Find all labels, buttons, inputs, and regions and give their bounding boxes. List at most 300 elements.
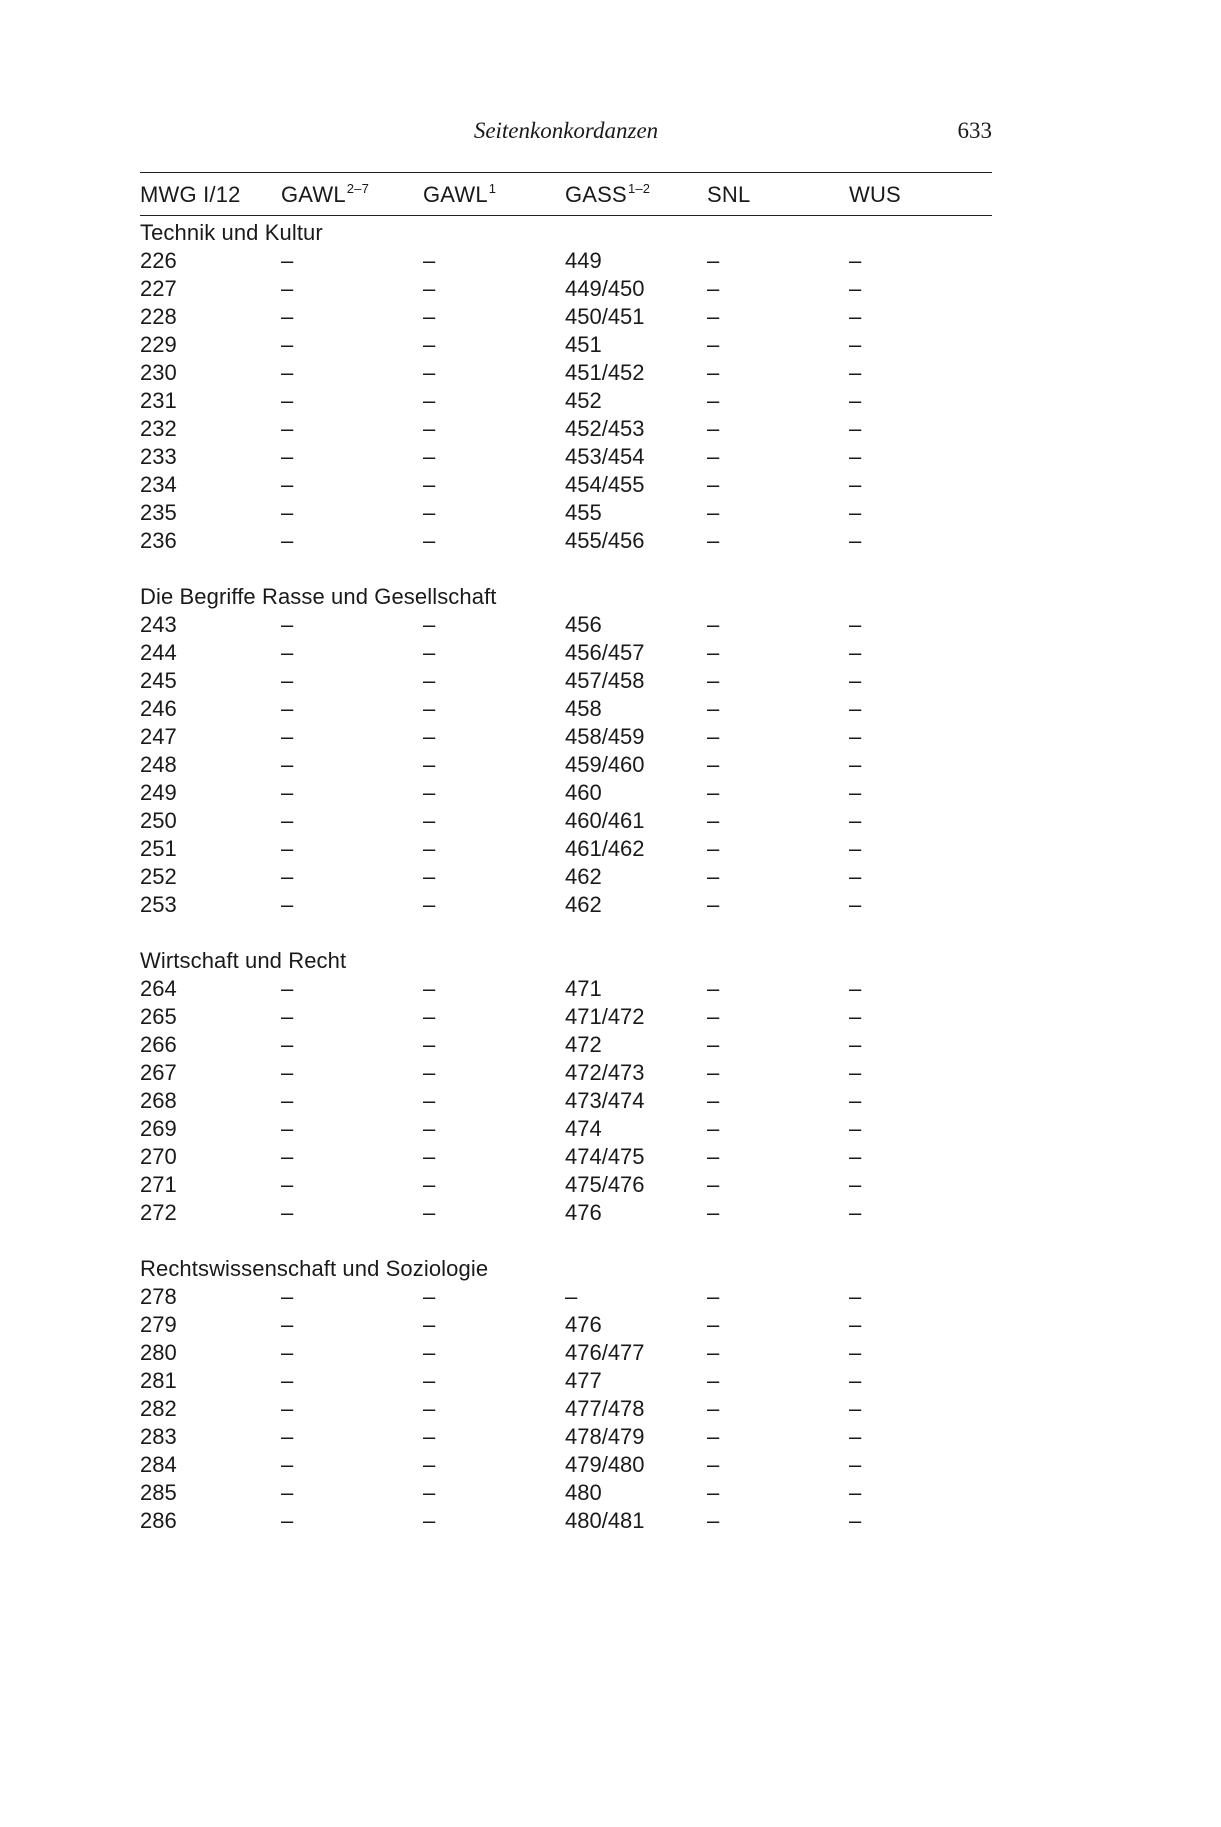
table-cell: – — [281, 612, 294, 637]
table-cell: 270 — [140, 1144, 177, 1169]
table-cell: – — [281, 416, 294, 441]
table-cell: – — [707, 640, 720, 665]
table-cell: – — [423, 808, 436, 833]
table-cell: 474/475 — [565, 1144, 645, 1169]
table-cell: – — [281, 528, 294, 553]
table-cell: 245 — [140, 668, 177, 693]
table-cell: 235 — [140, 500, 177, 525]
running-title: Seitenkonkordanzen — [473, 118, 659, 143]
table-row — [140, 1087, 992, 1115]
table-cell: – — [423, 528, 436, 553]
table-cell: – — [707, 388, 720, 413]
table-cell: – — [849, 752, 862, 777]
table-cell: – — [849, 612, 862, 637]
table-row — [140, 387, 992, 415]
table-cell: – — [423, 640, 436, 665]
table-cell: – — [849, 304, 862, 329]
table-row — [140, 1143, 992, 1171]
table-cell: 462 — [565, 892, 602, 917]
table-cell: 471/472 — [565, 1004, 645, 1029]
table-cell: 227 — [140, 276, 177, 301]
table-cell: – — [423, 1060, 436, 1085]
table-row — [140, 639, 992, 667]
table-cell: 229 — [140, 332, 177, 357]
table-cell: – — [707, 444, 720, 469]
table-cell: 480/481 — [565, 1508, 645, 1533]
table-cell: – — [849, 1088, 862, 1113]
table-cell: 281 — [140, 1368, 177, 1393]
column-header: GAWL$^1$ — [423, 180, 497, 207]
column-header: GAWL$^{2-7}$ — [281, 180, 370, 207]
table-cell: – — [281, 1144, 294, 1169]
table-cell: – — [281, 500, 294, 525]
table-cell: – — [707, 416, 720, 441]
table-section — [140, 947, 992, 1227]
table-cell: 267 — [140, 1060, 177, 1085]
table-cell: 472/473 — [565, 1060, 645, 1085]
table-cell: 226 — [140, 248, 177, 273]
table-cell: – — [707, 668, 720, 693]
table-cell: 457/458 — [565, 668, 645, 693]
table-cell: – — [849, 1032, 862, 1057]
table-cell: 271 — [140, 1172, 177, 1197]
table-cell: 234 — [140, 472, 177, 497]
table-cell: – — [423, 1116, 436, 1141]
table-cell: 473/474 — [565, 1088, 645, 1113]
table-cell: – — [849, 808, 862, 833]
table-cell: – — [849, 1172, 862, 1197]
table-cell: 272 — [140, 1200, 177, 1225]
table-cell: – — [423, 864, 436, 889]
table-cell: – — [849, 388, 862, 413]
table-body — [140, 219, 992, 1535]
table-cell: 279 — [140, 1312, 177, 1337]
table-cell: – — [423, 1004, 436, 1029]
table-cell: 251 — [140, 836, 177, 861]
table-cell: – — [849, 332, 862, 357]
table-cell: – — [849, 1284, 862, 1309]
table-cell: 455 — [565, 500, 602, 525]
table-cell: – — [849, 1004, 862, 1029]
table-cell: – — [423, 1396, 436, 1421]
table-row — [140, 1003, 992, 1031]
table-cell: – — [423, 668, 436, 693]
table-row — [140, 1339, 992, 1367]
table-cell: – — [281, 808, 294, 833]
table-row — [140, 779, 992, 807]
table-cell: – — [281, 332, 294, 357]
table-cell: 449/450 — [565, 276, 645, 301]
table-cell: – — [707, 1088, 720, 1113]
table-cell: – — [707, 1200, 720, 1225]
table-cell: – — [281, 976, 294, 1001]
table-cell: – — [849, 976, 862, 1001]
table-row — [140, 1311, 992, 1339]
table-row — [140, 1171, 992, 1199]
table-cell: – — [423, 360, 436, 385]
table-cell: – — [281, 724, 294, 749]
table-row — [140, 1451, 992, 1479]
table-cell: – — [707, 808, 720, 833]
table-cell: – — [281, 444, 294, 469]
table-cell: 265 — [140, 1004, 177, 1029]
table-row — [140, 1423, 992, 1451]
table-cell: – — [281, 1032, 294, 1057]
table-cell: – — [423, 332, 436, 357]
table-cell: 472 — [565, 1032, 602, 1057]
table-cell: – — [707, 1368, 720, 1393]
table-row — [140, 695, 992, 723]
table-row — [140, 247, 992, 275]
table-cell: – — [849, 1452, 862, 1477]
table-cell: – — [707, 976, 720, 1001]
table-cell: – — [423, 248, 436, 273]
table-cell: – — [849, 724, 862, 749]
table-cell: – — [281, 892, 294, 917]
table-cell: – — [281, 696, 294, 721]
table-cell: 476/477 — [565, 1340, 645, 1365]
table-cell: – — [423, 976, 436, 1001]
table-cell: 454/455 — [565, 472, 645, 497]
table-row — [140, 443, 992, 471]
table-cell: – — [849, 416, 862, 441]
table-cell: – — [707, 836, 720, 861]
table-cell: – — [707, 1032, 720, 1057]
table-cell: – — [423, 1088, 436, 1113]
table-cell: 479/480 — [565, 1452, 645, 1477]
table-cell: – — [707, 612, 720, 637]
table-cell: 243 — [140, 612, 177, 637]
table-cell: – — [707, 1396, 720, 1421]
table-cell: – — [849, 1144, 862, 1169]
table-cell: – — [849, 668, 862, 693]
table-row — [140, 667, 992, 695]
concordance-table — [140, 172, 992, 1535]
table-cell: – — [281, 1452, 294, 1477]
table-cell: – — [849, 1312, 862, 1337]
table-row — [140, 1115, 992, 1143]
table-cell: – — [281, 1340, 294, 1365]
section-title: Rechtswissenschaft und Soziologie — [140, 1256, 489, 1281]
table-cell: 477/478 — [565, 1396, 645, 1421]
section-title: Wirtschaft und Recht — [140, 948, 347, 973]
table-cell: – — [423, 500, 436, 525]
table-cell: – — [423, 1144, 436, 1169]
table-cell: 252 — [140, 864, 177, 889]
table-cell: – — [281, 1284, 294, 1309]
table-cell: 283 — [140, 1424, 177, 1449]
table-cell: 458/459 — [565, 724, 645, 749]
table-cell: – — [423, 304, 436, 329]
table-row — [140, 1031, 992, 1059]
table-cell: – — [423, 892, 436, 917]
table-cell: – — [707, 696, 720, 721]
table-cell: – — [849, 276, 862, 301]
table-cell: 471 — [565, 976, 602, 1001]
table-cell: 253 — [140, 892, 177, 917]
table-cell: – — [423, 780, 436, 805]
table-cell: – — [707, 472, 720, 497]
table-cell: – — [849, 1424, 862, 1449]
table-cell: 228 — [140, 304, 177, 329]
table-cell: – — [849, 1200, 862, 1225]
table-cell: – — [423, 1452, 436, 1477]
table-cell: 460 — [565, 780, 602, 805]
table-cell: – — [281, 1172, 294, 1197]
table-row — [140, 1059, 992, 1087]
table-row — [140, 359, 992, 387]
table-cell: – — [849, 696, 862, 721]
table-cell: 236 — [140, 528, 177, 553]
table-cell: – — [849, 1340, 862, 1365]
table-row — [140, 275, 992, 303]
table-cell: 286 — [140, 1508, 177, 1533]
table-row — [140, 835, 992, 863]
table-cell: – — [281, 752, 294, 777]
table-cell: 480 — [565, 1480, 602, 1505]
table-cell: – — [281, 780, 294, 805]
table-row — [140, 1283, 992, 1311]
running-head — [140, 118, 992, 152]
table-cell: – — [281, 1060, 294, 1085]
table-cell: – — [707, 528, 720, 553]
table-cell: – — [707, 1312, 720, 1337]
table-cell: – — [849, 360, 862, 385]
table-cell: 250 — [140, 808, 177, 833]
table-cell: – — [849, 248, 862, 273]
table-cell: 453/454 — [565, 444, 645, 469]
table-cell: – — [281, 1088, 294, 1113]
table-section — [140, 1255, 992, 1535]
table-cell: 450/451 — [565, 304, 645, 329]
table-cell: – — [423, 612, 436, 637]
table-row — [140, 723, 992, 751]
table-row — [140, 863, 992, 891]
table-cell: – — [281, 248, 294, 273]
table-cell: 233 — [140, 444, 177, 469]
table-cell: – — [423, 1172, 436, 1197]
table-cell: – — [423, 472, 436, 497]
table-row — [140, 611, 992, 639]
table-cell: – — [423, 1368, 436, 1393]
table-cell: – — [707, 1424, 720, 1449]
table-cell: – — [423, 1508, 436, 1533]
table-cell: – — [281, 836, 294, 861]
table-cell: 455/456 — [565, 528, 645, 553]
table-cell: – — [423, 444, 436, 469]
table-cell: – — [423, 416, 436, 441]
table-row — [140, 1479, 992, 1507]
table-cell: – — [707, 892, 720, 917]
table-row — [140, 499, 992, 527]
table-cell: – — [707, 1144, 720, 1169]
table-cell: 461/462 — [565, 836, 645, 861]
table-cell: 449 — [565, 248, 602, 273]
table-cell: 266 — [140, 1032, 177, 1057]
table-cell: 247 — [140, 724, 177, 749]
table-cell: – — [281, 1312, 294, 1337]
table-cell: 477 — [565, 1368, 602, 1393]
table-cell: – — [423, 1032, 436, 1057]
table-cell: – — [707, 1284, 720, 1309]
table-cell: – — [423, 836, 436, 861]
table-cell: 476 — [565, 1200, 602, 1225]
column-header: SNL — [707, 181, 751, 207]
table-cell: – — [423, 724, 436, 749]
table-cell: – — [707, 864, 720, 889]
table-section — [140, 583, 992, 919]
table-cell: – — [423, 1284, 436, 1309]
table-cell: 284 — [140, 1452, 177, 1477]
table-cell: – — [281, 1368, 294, 1393]
table-row — [140, 331, 992, 359]
table-cell: – — [707, 724, 720, 749]
table-cell: – — [281, 668, 294, 693]
table-cell: – — [707, 1004, 720, 1029]
table-cell: – — [281, 1200, 294, 1225]
table-cell: 451 — [565, 332, 602, 357]
table-cell: – — [707, 304, 720, 329]
table-row — [140, 807, 992, 835]
table-cell: 452/453 — [565, 416, 645, 441]
table-cell: – — [849, 528, 862, 553]
page-number: 633 — [957, 118, 992, 143]
table-cell: 278 — [140, 1284, 177, 1309]
table-cell: – — [849, 892, 862, 917]
table-cell: – — [423, 276, 436, 301]
table-cell: – — [707, 752, 720, 777]
table-cell: – — [707, 332, 720, 357]
table-row — [140, 891, 992, 919]
table-cell: 459/460 — [565, 752, 645, 777]
table-cell: – — [707, 780, 720, 805]
table-cell: – — [849, 836, 862, 861]
table-cell: – — [707, 1116, 720, 1141]
table-cell: 456 — [565, 612, 602, 637]
table-cell: – — [707, 1060, 720, 1085]
table-cell: – — [707, 360, 720, 385]
table-cell: – — [849, 1480, 862, 1505]
table-cell: 282 — [140, 1396, 177, 1421]
table-cell: 462 — [565, 864, 602, 889]
table-cell: – — [281, 304, 294, 329]
table-cell: 264 — [140, 976, 177, 1001]
table-cell: – — [423, 696, 436, 721]
table-cell: – — [565, 1284, 578, 1309]
table-cell: 456/457 — [565, 640, 645, 665]
table-cell: – — [281, 388, 294, 413]
table-cell: – — [423, 1340, 436, 1365]
table-cell: 460/461 — [565, 808, 645, 833]
table-cell: 268 — [140, 1088, 177, 1113]
table-cell: 244 — [140, 640, 177, 665]
section-title: Technik und Kultur — [140, 220, 323, 245]
table-cell: – — [281, 1116, 294, 1141]
table-cell: 451/452 — [565, 360, 645, 385]
table-cell: – — [423, 1424, 436, 1449]
table-row — [140, 1367, 992, 1395]
table-cell: – — [849, 1368, 862, 1393]
table-cell: – — [707, 500, 720, 525]
table-cell: 246 — [140, 696, 177, 721]
table-cell: – — [849, 1396, 862, 1421]
column-header: WUS — [849, 181, 901, 207]
table-cell: 231 — [140, 388, 177, 413]
table-cell: 269 — [140, 1116, 177, 1141]
column-header: GASS$^{1-2}$ — [565, 180, 651, 207]
table-cell: – — [849, 1508, 862, 1533]
table-cell: – — [423, 1312, 436, 1337]
table-cell: – — [707, 248, 720, 273]
table-cell: 475/476 — [565, 1172, 645, 1197]
table-cell: – — [849, 500, 862, 525]
table-cell: – — [849, 640, 862, 665]
table-cell: – — [281, 472, 294, 497]
table-cell: – — [281, 1004, 294, 1029]
table-cell: 232 — [140, 416, 177, 441]
table-cell: – — [423, 1200, 436, 1225]
table-cell: – — [707, 1480, 720, 1505]
table-cell: – — [423, 1480, 436, 1505]
table-cell: – — [707, 276, 720, 301]
table-row — [140, 471, 992, 499]
table-cell: – — [849, 1060, 862, 1085]
table-cell: 285 — [140, 1480, 177, 1505]
table-cell: – — [281, 1508, 294, 1533]
table-row — [140, 751, 992, 779]
table-cell: – — [707, 1452, 720, 1477]
table-cell: – — [423, 388, 436, 413]
table-cell: – — [281, 276, 294, 301]
table-row — [140, 415, 992, 443]
column-header: MWG I/12 — [140, 181, 241, 207]
table-row — [140, 1507, 992, 1535]
table-row — [140, 975, 992, 1003]
table-cell: 478/479 — [565, 1424, 645, 1449]
table-section — [140, 219, 992, 555]
table-cell: – — [281, 864, 294, 889]
table-cell: – — [849, 444, 862, 469]
table-cell: – — [423, 752, 436, 777]
table-cell: – — [849, 472, 862, 497]
table-cell: 452 — [565, 388, 602, 413]
table-cell: – — [281, 1424, 294, 1449]
table-cell: – — [281, 1396, 294, 1421]
table-cell: – — [849, 780, 862, 805]
table-cell: – — [849, 1116, 862, 1141]
table-cell: 249 — [140, 780, 177, 805]
table-cell: – — [281, 640, 294, 665]
table-cell: – — [707, 1172, 720, 1197]
table-header — [140, 172, 992, 216]
table-cell: 458 — [565, 696, 602, 721]
table-row — [140, 303, 992, 331]
table-cell: – — [707, 1340, 720, 1365]
table-row — [140, 1395, 992, 1423]
table-cell: – — [849, 864, 862, 889]
table-cell: – — [281, 1480, 294, 1505]
table-row — [140, 527, 992, 555]
table-cell: 476 — [565, 1312, 602, 1337]
table-cell: – — [281, 360, 294, 385]
table-cell: 280 — [140, 1340, 177, 1365]
table-cell: 248 — [140, 752, 177, 777]
table-cell: – — [707, 1508, 720, 1533]
section-title: Die Begriffe Rasse und Gesellschaft — [140, 584, 497, 609]
table-cell: 474 — [565, 1116, 602, 1141]
table-row — [140, 1199, 992, 1227]
table-cell: 230 — [140, 360, 177, 385]
